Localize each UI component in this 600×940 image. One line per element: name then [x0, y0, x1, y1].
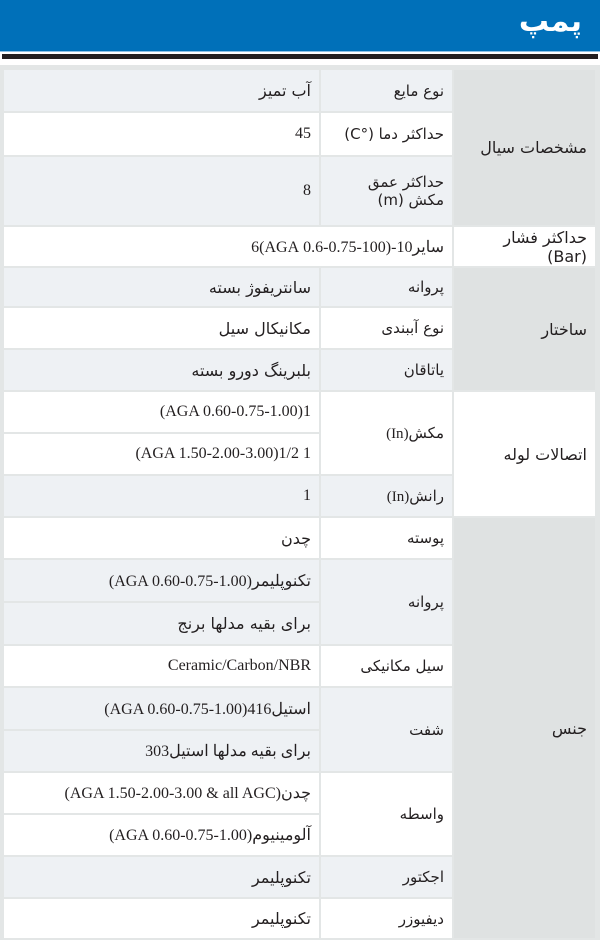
table-row	[4, 518, 595, 558]
label-impeller-material: پروانه	[321, 560, 452, 644]
page-header	[0, 0, 600, 52]
value-fluid-type: آب تمیز	[4, 70, 319, 111]
value-max-suction-depth: 8	[4, 157, 319, 225]
label-max-temp: حداکثر دما (°C)	[321, 113, 452, 155]
value-casing: چدن	[4, 518, 319, 558]
value-impeller-material-1: تکنوپلیمر(AGA 0.60-0.75-1.00)	[4, 560, 319, 601]
table-row	[4, 227, 595, 266]
label-seal-type: نوع آببندی	[321, 308, 452, 348]
table-row	[4, 392, 595, 432]
label-adapter: واسطه	[321, 773, 452, 855]
value-shaft-2: برای بقیه مدلها استیل303	[4, 731, 319, 771]
category-fluid-specs: مشخصات سیال	[454, 70, 595, 225]
value-max-pressure: سایر10-(100-0.75-0.6 AGA)6	[4, 227, 452, 266]
table-row	[4, 70, 595, 111]
page-title: پمپ	[518, 4, 582, 39]
value-mechanical-seal: Ceramic/Carbon/NBR	[4, 646, 319, 686]
label-impeller-type: پروانه	[321, 268, 452, 306]
value-ejector: تکنوپلیمر	[4, 857, 319, 897]
label-discharge-size: رانش(In)	[321, 476, 452, 516]
label-max-suction-depth: حداکثر عمق مکش (m)	[321, 157, 452, 225]
category-structure: ساختار	[454, 268, 595, 390]
label-bearing: یاتاقان	[321, 350, 452, 390]
category-material: جنس	[454, 518, 595, 938]
value-adapter-1: چدن(AGA 1.50-2.00-3.00 & all AGC)	[4, 773, 319, 813]
value-discharge-size: 1	[4, 476, 319, 516]
label-suction-size: مکش(In)	[321, 392, 452, 474]
label-ejector: اجکتور	[321, 857, 452, 897]
value-seal-type: مکانیکال سیل	[4, 308, 319, 348]
header-divider	[2, 54, 598, 59]
value-impeller-type: سانتریفوژ بسته	[4, 268, 319, 306]
label-mechanical-seal: سیل مکانیکی	[321, 646, 452, 686]
value-shaft-1: استیل416(AGA 0.60-0.75-1.00)	[4, 688, 319, 729]
label-casing: پوسته	[321, 518, 452, 558]
category-max-pressure: حداکثر فشار (Bar)	[454, 227, 595, 266]
pump-spec-table	[2, 68, 597, 940]
value-suction-size-1: 1(AGA 0.60-0.75-1.00)	[4, 392, 319, 432]
value-adapter-2: آلومینیوم(AGA 0.60-0.75-1.00)	[4, 815, 319, 855]
label-fluid-type: نوع مایع	[321, 70, 452, 111]
value-diffuser: تکنوپلیمر	[4, 899, 319, 938]
spec-table-container	[0, 65, 600, 940]
label-shaft: شفت	[321, 688, 452, 771]
label-diffuser: دیفیوزر	[321, 899, 452, 938]
value-bearing: بلبرینگ دورو بسته	[4, 350, 319, 390]
value-impeller-material-2: برای بقیه مدلها برنج	[4, 603, 319, 644]
value-max-temp: 45	[4, 113, 319, 155]
category-pipe-connections: اتصالات لوله	[454, 392, 595, 516]
table-row	[4, 268, 595, 306]
value-suction-size-2: 1 1/2(AGA 1.50-2.00-3.00)	[4, 434, 319, 474]
